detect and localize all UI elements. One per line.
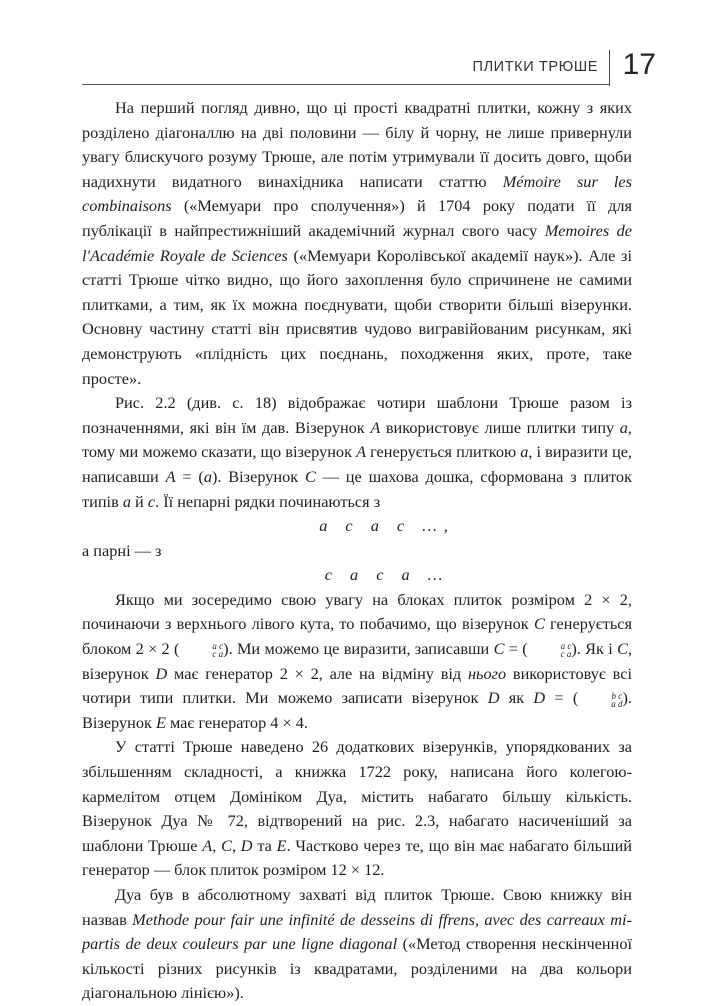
paragraph-1	[82, 96, 632, 391]
p4-italic-word: нього	[467, 663, 507, 683]
p4-text: використовує всі чотири типи плитки. Ми можемо записати візерунок	[82, 663, 632, 708]
symbol: D	[487, 688, 500, 708]
p4-text: як	[499, 688, 534, 708]
matrix-generator	[578, 692, 622, 708]
symbol: a	[520, 442, 529, 462]
p5-text: ,	[231, 835, 241, 855]
p2-text: , тому ми можемо сказати, що візерунок	[82, 417, 632, 462]
symbol: A	[165, 466, 176, 486]
p2-text: й	[130, 491, 148, 511]
p6-book-title-italic: Methode pour fair une infinité de desseins di ffrens, avec des carreaux mi-partis de deux couleurs par une ligne diagonal	[82, 909, 632, 954]
p2-text: генерується плиткою	[366, 442, 521, 462]
symbol: E	[155, 712, 166, 732]
symbol: a	[122, 491, 131, 511]
p4-text: ). Візерунок	[82, 688, 632, 732]
symbol: D	[533, 688, 546, 708]
paragraph-3: а парні — з	[82, 540, 162, 560]
p2-text: Рис. 2.2 (див. с. 18) відображає чотири шаблони Трюше разом із позначеннями, які він їм дав. Візерунок	[82, 393, 632, 437]
matrix-row: c a	[212, 649, 224, 660]
p1-text: На перший погляд дивно, що ці прості квадратні плитки, кожну з яких розділено діагоналлю на дві половини — білу й чорну, не лише привернули увагу блискучого розуму Трюше, але потім утримували її досить довго, щоби надихнути видатного винахідника написати статтю	[82, 98, 632, 191]
symbol: c	[147, 491, 156, 511]
symbol: a	[619, 417, 628, 437]
paragraph-2	[82, 391, 632, 514]
symbol: D	[240, 835, 253, 855]
p1-title-italic: Mémoire sur les combinaisons	[82, 171, 632, 216]
running-title: ПЛИТКИ ТРЮШЕ	[472, 59, 598, 75]
matrix-row: b c	[611, 690, 623, 701]
symbol: A	[356, 442, 367, 462]
symbol: a	[203, 466, 212, 486]
p2-text: . Її непарні рядки починаються з	[155, 491, 381, 511]
symbol: C	[493, 639, 505, 659]
sequence-odd-rows: a c a c …,	[319, 516, 455, 536]
p5-text: та	[252, 835, 277, 855]
body-text	[82, 96, 632, 1006]
symbol: A	[202, 835, 213, 855]
p2-text: ). Візерунок	[211, 466, 305, 486]
symbol: E	[276, 835, 287, 855]
symbol: C	[304, 466, 316, 486]
p4-text: Якщо ми зосередимо свою увагу на блоках плиток розміром 2 × 2, починаючи з верхнього лівого кута, то побачимо, що візерунок	[82, 589, 632, 634]
matrix-row: a c	[212, 641, 224, 652]
matrix-row: c a	[560, 649, 572, 660]
p1-journal-italic: Memoires de l'Académie Royale de Sciences	[82, 220, 633, 265]
p5-text: У статті Трюше наведено 26 додаткових візерунків, упорядкованих за збільшенням складності, а книжка 1722 року, написана його колегою-кармелітом отцем Домініком Дуа, містить набагато більшу кількість. Візерунок Дуа № 72, відтворений на рис. 2.3, набагато насиченіший за шаблони Трюше	[82, 737, 632, 855]
p5-text: . Частково через те, що він має набагато більший генератор — блок плиток розміром 12 × 12.	[82, 835, 632, 880]
paragraph-6	[82, 883, 632, 1006]
symbol: D	[155, 663, 168, 683]
p4-text: , візерунок	[82, 639, 633, 683]
p1-text: («Мемуари Королівської академії наук»). Але зі статті Трюше чітко видно, що його захоплення було спричинене не самими плитками, а тим, як їх можна поєднувати, щоби створити більші візерунки. Основну частину статті він присвятив чудово вигравійованим рисункам, які демонструють «плідність цих поєднань, походження яких, проте, таке просте».	[82, 245, 632, 388]
symbol: C	[533, 614, 545, 634]
matrix-row: a d	[611, 698, 623, 709]
p4-text: = (	[545, 688, 579, 708]
p2-text: використовує лише плитки типу	[380, 417, 620, 437]
p2-text: — це шахова дошка, сформована з плиток типів	[82, 466, 632, 511]
header-rule-line	[82, 84, 610, 85]
p1-text: («Мемуари про сполучення») й 1704 року подати її для публікації в найпрестижніший академічний журнал свого часу	[82, 196, 632, 240]
symbol: A	[370, 417, 381, 437]
p6-text: Дуа був в абсолютному захваті від плиток Трюше. Свою книжку він назвав	[82, 885, 632, 929]
p4-text: = (	[504, 639, 528, 659]
p4-text: має генератор 4 × 4.	[165, 712, 308, 732]
symbol: C	[617, 639, 628, 659]
sequence-even-rows: c a c a …	[324, 565, 450, 585]
p4-text: ). Як і	[571, 639, 618, 659]
paragraph-5	[82, 735, 632, 883]
p2-text: , і виразити це, написавши	[82, 442, 632, 486]
p2-text: = (	[175, 466, 204, 486]
running-header	[0, 50, 728, 90]
matrix-generator	[528, 642, 572, 658]
page-number: 17	[622, 48, 656, 81]
p5-text: ,	[212, 835, 222, 855]
paragraph-4	[82, 588, 632, 736]
matrix-row: a c	[560, 641, 572, 652]
header-divider	[609, 50, 610, 86]
matrix-generator	[179, 642, 223, 658]
p4-text: має генератор 2 × 2, але на відміну від	[167, 663, 468, 683]
p6-text: («Метод створення нескінченної кількості різних рисунків із квадратами, розділеними на два кольори діагональною лінією»).	[82, 934, 632, 1003]
p4-text: генерується блоком 2 × 2 (	[82, 614, 632, 659]
symbol: C	[221, 835, 232, 855]
p4-text: ). Ми можемо це виразити, записавши	[223, 639, 494, 659]
